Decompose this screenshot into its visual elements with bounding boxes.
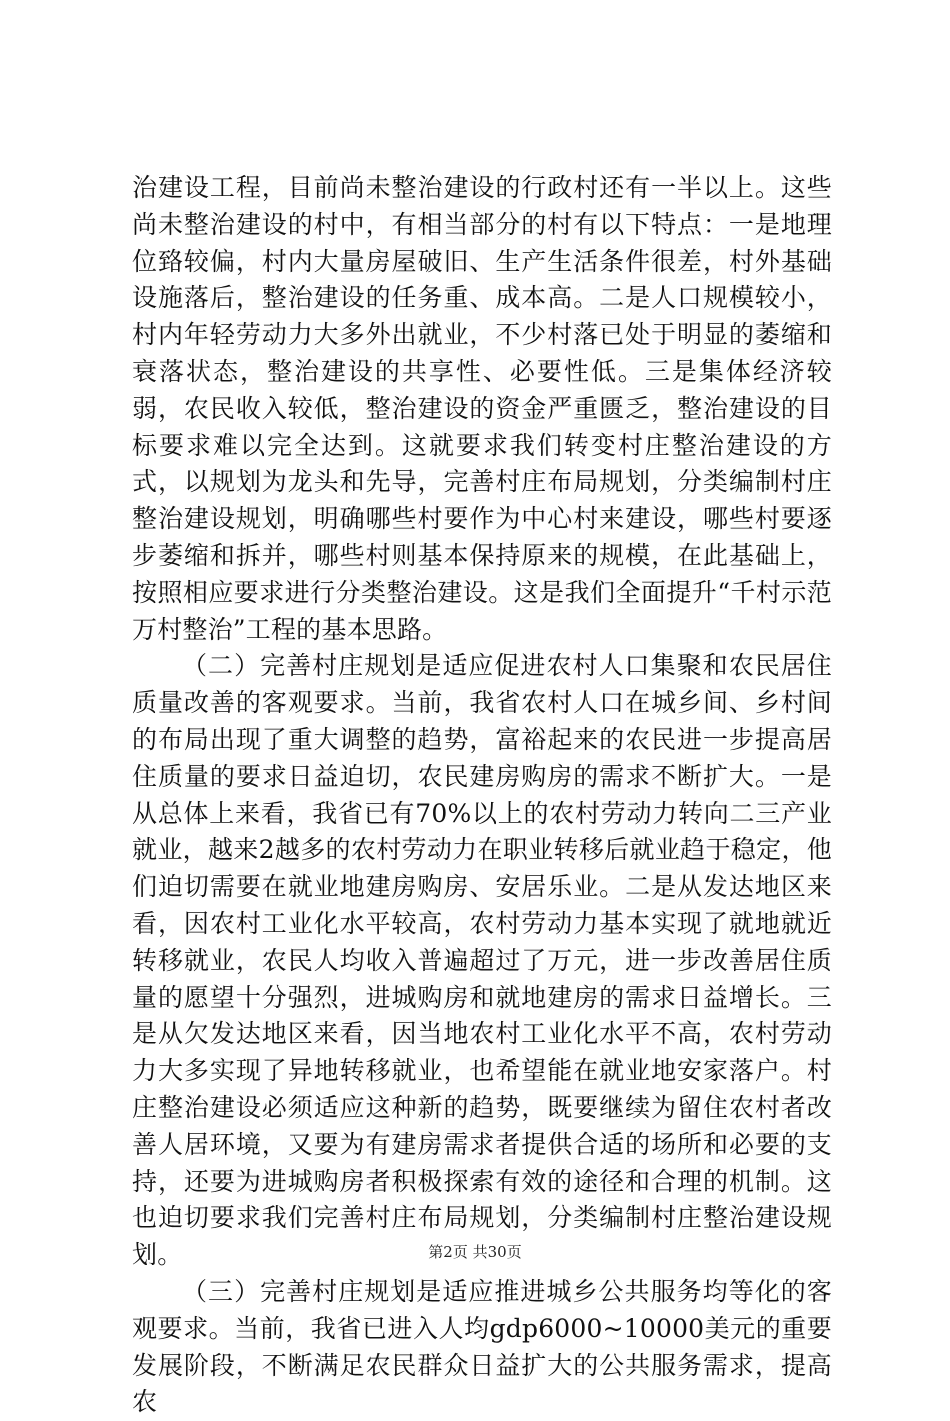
page-number-footer: 第2页 共30页	[428, 1243, 522, 1261]
document-body	[132, 170, 832, 1421]
paragraph-1: 治建设工程，目前尚未整治建设的行政村还有一半以上。这些尚未整治建设的村中，有相当部分的村有以下特点：一是地理位臵较偏，村内大量房屋破旧、生产生活条件很差，村外基础设施落后，整治建设的任务重、成本高。二是人口规模较小，村内年轻劳动力大多外出就业，不少村落已处于明显的萎缩和衰落状态，整治建设的共享性、必要性低。三是集体经济较弱，农民收入较低，整治建设的资金严重匮乏，整治建设的目标要求难以完全达到。这就要求我们转变村庄整治建设的方式，以规划为龙头和先导，完善村庄布局规划，分类编制村庄整治建设规划，明确哪些村要作为中心村来建设，哪些村要逐步萎缩和拆并，哪些村则基本保持原来的规模，在此基础上，按照相应要求进行分类整治建设。这是我们全面提升“千村示范万村整治”工程的基本思路。	[132, 173, 832, 644]
paragraph-3: （三）完善村庄规划是适应推进城乡公共服务均等化的客观要求。当前，我省已进入人均gdp6000~10000美元的重要发展阶段，不断满足农民群众日益扩大的公共服务需求，提高农	[132, 1276, 832, 1417]
paragraph-2: （二）完善村庄规划是适应促进农村人口集聚和农民居住质量改善的客观要求。当前，我省农村人口在城乡间、乡村间的布局出现了重大调整的趋势，富裕起来的农民进一步提高居住质量的要求日益迫切，农民建房购房的需求不断扩大。一是从总体上来看，我省已有70%以上的农村劳动力转向二三产业就业，越来2越多的农村劳动力在职业转移后就业趋于稳定，他们迫切需要在就业地建房购房、安居乐业。二是从发达地区来看，因农村工业化水平较高，农村劳动力基本实现了就地就近转移就业，农民人均收入普遍超过了万元，进一步改善居住质量的愿望十分强烈，进城购房和就地建房的需求日益增长。三是从欠发达地区来看，因当地农村工业化水平不高，农村劳动力大多实现了异地转移就业，也希望能在就业地安家落户。村庄整治建设必须适应这种新的趋势，既要继续为留住农村者改善人居环境，又要为有建房需求者提供合适的场所和必要的支持，还要为进城购房者积极探索有效的途径和合理的机制。这也迫切要求我们完善村庄布局规划，分类编制村庄整治建设规划。	[132, 651, 832, 1270]
